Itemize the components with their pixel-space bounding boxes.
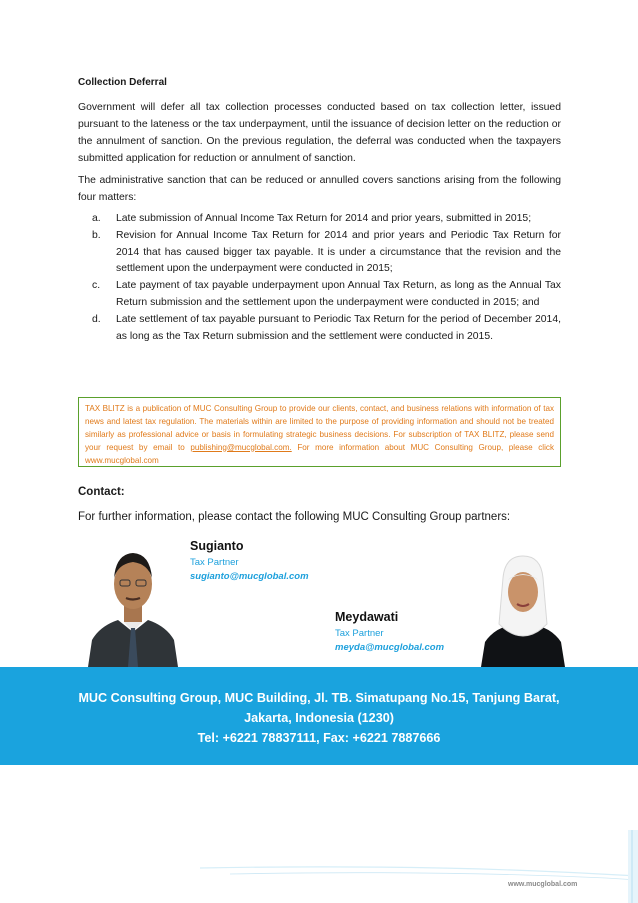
partner-email-link[interactable]: meyda@mucglobal.com bbox=[335, 642, 445, 653]
sanction-list bbox=[78, 211, 561, 345]
list-item-text: Late settlement of tax payable pursuant to Periodic Tax Return for the period of December 2014, as long as the Tax Return submission and the settlement were conducted in 2015. bbox=[116, 313, 561, 342]
partner-card-sugianto bbox=[190, 539, 309, 582]
disclaimer-text-end: For more information about MUC Consulting Group, please click www.mucglobal.com bbox=[85, 442, 554, 465]
partner-title: Tax Partner bbox=[335, 628, 384, 639]
footer-address bbox=[0, 688, 638, 748]
list-marker: b. bbox=[92, 229, 101, 241]
partner-photo-sugianto bbox=[86, 540, 180, 667]
list-item bbox=[78, 228, 561, 278]
paragraph-sanction: The administrative sanction that can be reduced or annulled covers sanctions arising from the following four matters: bbox=[78, 175, 561, 203]
footer-line-3: Tel: +6221 78837111, Fax: +6221 7887666 bbox=[197, 731, 441, 745]
list-marker: c. bbox=[92, 280, 101, 292]
partner-photo-meydawati bbox=[481, 550, 565, 667]
list-item bbox=[78, 211, 561, 228]
paragraph-deferral: Government will defer all tax collection processes conducted based on tax collection letter, issued pursuant to the lateness or the tax underpayment, until the issuance of decision letter on the reduction or the annulment of sanction. On the previous regulation, the deferral was conducted when the taxpayers submitted application for reduction or annulment of sanction. bbox=[78, 102, 561, 164]
disclaimer-box bbox=[78, 397, 561, 467]
list-marker: a. bbox=[92, 213, 101, 224]
publishing-email-link[interactable]: publishing@mucglobal.com. bbox=[190, 442, 292, 452]
footer-line-1: MUC Consulting Group, MUC Building, Jl. TB. Simatupang No.15, Tanjung Barat, bbox=[78, 691, 560, 705]
partner-title: Tax Partner bbox=[190, 557, 239, 568]
partner-name: Sugianto bbox=[190, 539, 244, 553]
list-item-text: Revision for Annual Income Tax Return for 2014 and prior years and Periodic Tax Return for 2014 that has caused bigger tax payable. It is under a circumstance that the revision and the settlement upon the underpayment were conducted in 2015; bbox=[116, 229, 561, 275]
list-marker: d. bbox=[92, 313, 101, 325]
contact-heading: Contact: bbox=[78, 486, 125, 498]
decorative-wave bbox=[0, 830, 638, 903]
list-item-text: Late payment of tax payable underpayment upon Annual Tax Return, as long as the Annual Tax Return submission and the settlement upon the underpayment were conducted in 2015; and bbox=[116, 280, 561, 308]
list-item bbox=[78, 278, 561, 312]
partner-card-meydawati bbox=[335, 610, 444, 653]
partner-email-link[interactable]: sugianto@mucglobal.com bbox=[190, 571, 309, 582]
website-link[interactable]: www.mucglobal.com bbox=[508, 881, 578, 888]
partner-name: Meydawati bbox=[335, 610, 399, 624]
section-heading: Collection Deferral bbox=[78, 77, 167, 88]
contact-intro: For further information, please contact the following MUC Consulting Group partners: bbox=[78, 511, 511, 523]
list-item bbox=[78, 312, 561, 346]
disclaimer-text: TAX BLITZ is a publication of MUC Consulting Group to provide our clients, contact, and business relations with information of tax news and latest tax regulation. The materials within are limited to the purpose of providing information and should not be treated similarly as professional advice or basis in formulating strategic business decisions. For subscription of TAX BLITZ, please send your request by email to bbox=[85, 404, 554, 452]
list-item-text: Late submission of Annual Income Tax Return for 2014 and prior years, submitted in 2015; bbox=[116, 213, 532, 224]
footer-line-2: Jakarta, Indonesia (1230) bbox=[244, 711, 394, 725]
